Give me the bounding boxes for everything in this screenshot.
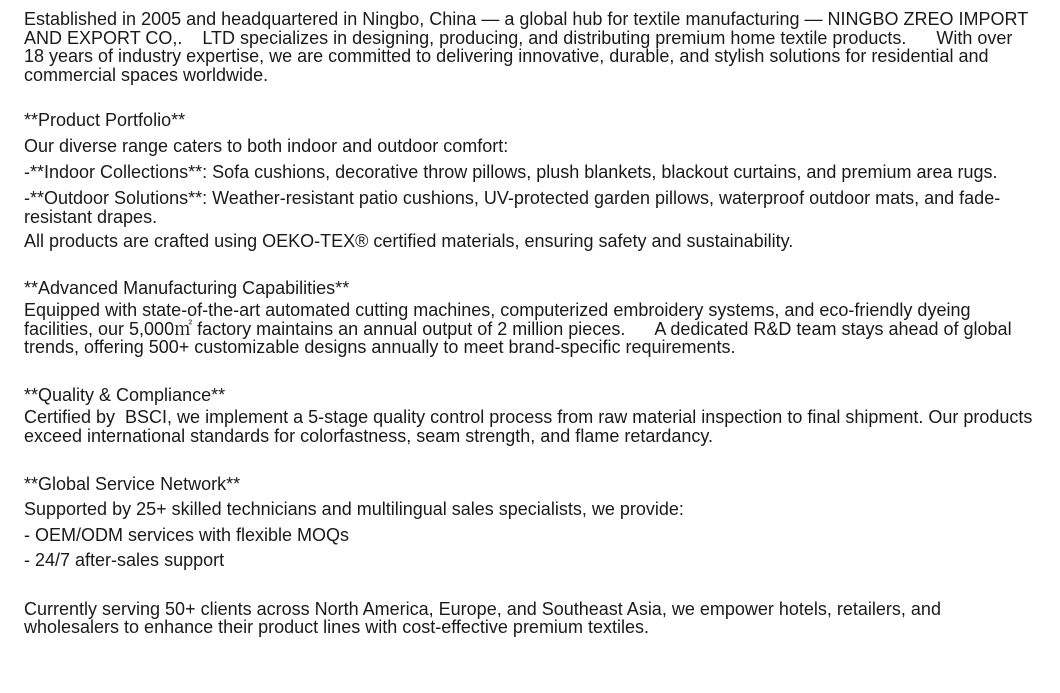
service-intro: Supported by 25+ skilled technicians and multilingual sales specialists, we provide: — [24, 499, 684, 520]
spacer — [24, 255, 1034, 276]
service-item-support: - 24/7 after-sales support — [24, 550, 225, 571]
document-body — [24, 9, 1038, 638]
spacer — [24, 84, 1034, 108]
service-heading: **Global Service Network** — [24, 473, 241, 494]
closing-paragraph: Currently serving 50+ clients across North America, Europe, and Southeast Asia, we empower hotels, retailers, and wholesalers to enhance their product lines with cost-effective premium textiles. — [24, 598, 946, 638]
spacer — [24, 574, 1034, 600]
indoor-collections-item: -**Indoor Collections**: Sofa cushions, decorative throw pillows, plush blankets, blackout curtains, and premium area rugs. — [24, 162, 998, 183]
certification-statement: All products are crafted using OEKO-TEX® certified materials, ensuring safety and sustainability. — [24, 231, 794, 252]
service-item-oem: - OEM/ODM services with flexible MOQs — [24, 524, 350, 545]
quality-heading: **Quality & Compliance** — [24, 384, 226, 405]
manufacturing-heading: **Advanced Manufacturing Capabilities** — [24, 277, 350, 298]
intro-paragraph: Established in 2005 and headquartered in Ningbo, China — a global hub for textile manufacturing — NINGBO ZREO IMPORT AND EXPORT CO,. LTD specializes in designing, producing, and distributing premium home textile products. With over 18 years of industry expertise, we are committed to delivering innovative, durable, and stylish solutions for residential and commercial spaces worldwide. — [24, 9, 1032, 85]
outdoor-solutions-item: -**Outdoor Solutions**: Weather-resistant patio cushions, UV-protected garden pillows, waterproof outdoor mats, and fade-resistant drapes. — [24, 187, 1001, 227]
manufacturing-paragraph: Equipped with state-of-the-art automated cutting machines, computerized embroidery systems, and eco-friendly dyeing facilities, our 5,000㎡ factory maintains an annual output of 2 million pieces. A dedicated R&D team stays ahead of global trends, offering 500+ customizable designs annually to meet brand-specific requirements. — [24, 300, 1017, 358]
spacer — [24, 446, 1034, 472]
quality-paragraph: Certified by BSCI, we implement a 5-stage quality control process from raw material inspection to final shipment. Our products exceed international standards for colorfastness, seam strength, and flame retardancy. — [24, 407, 1038, 447]
product-portfolio-heading: **Product Portfolio** — [24, 110, 186, 131]
product-portfolio-intro: Our diverse range caters to both indoor and outdoor comfort: — [24, 135, 509, 156]
spacer — [24, 357, 1034, 383]
